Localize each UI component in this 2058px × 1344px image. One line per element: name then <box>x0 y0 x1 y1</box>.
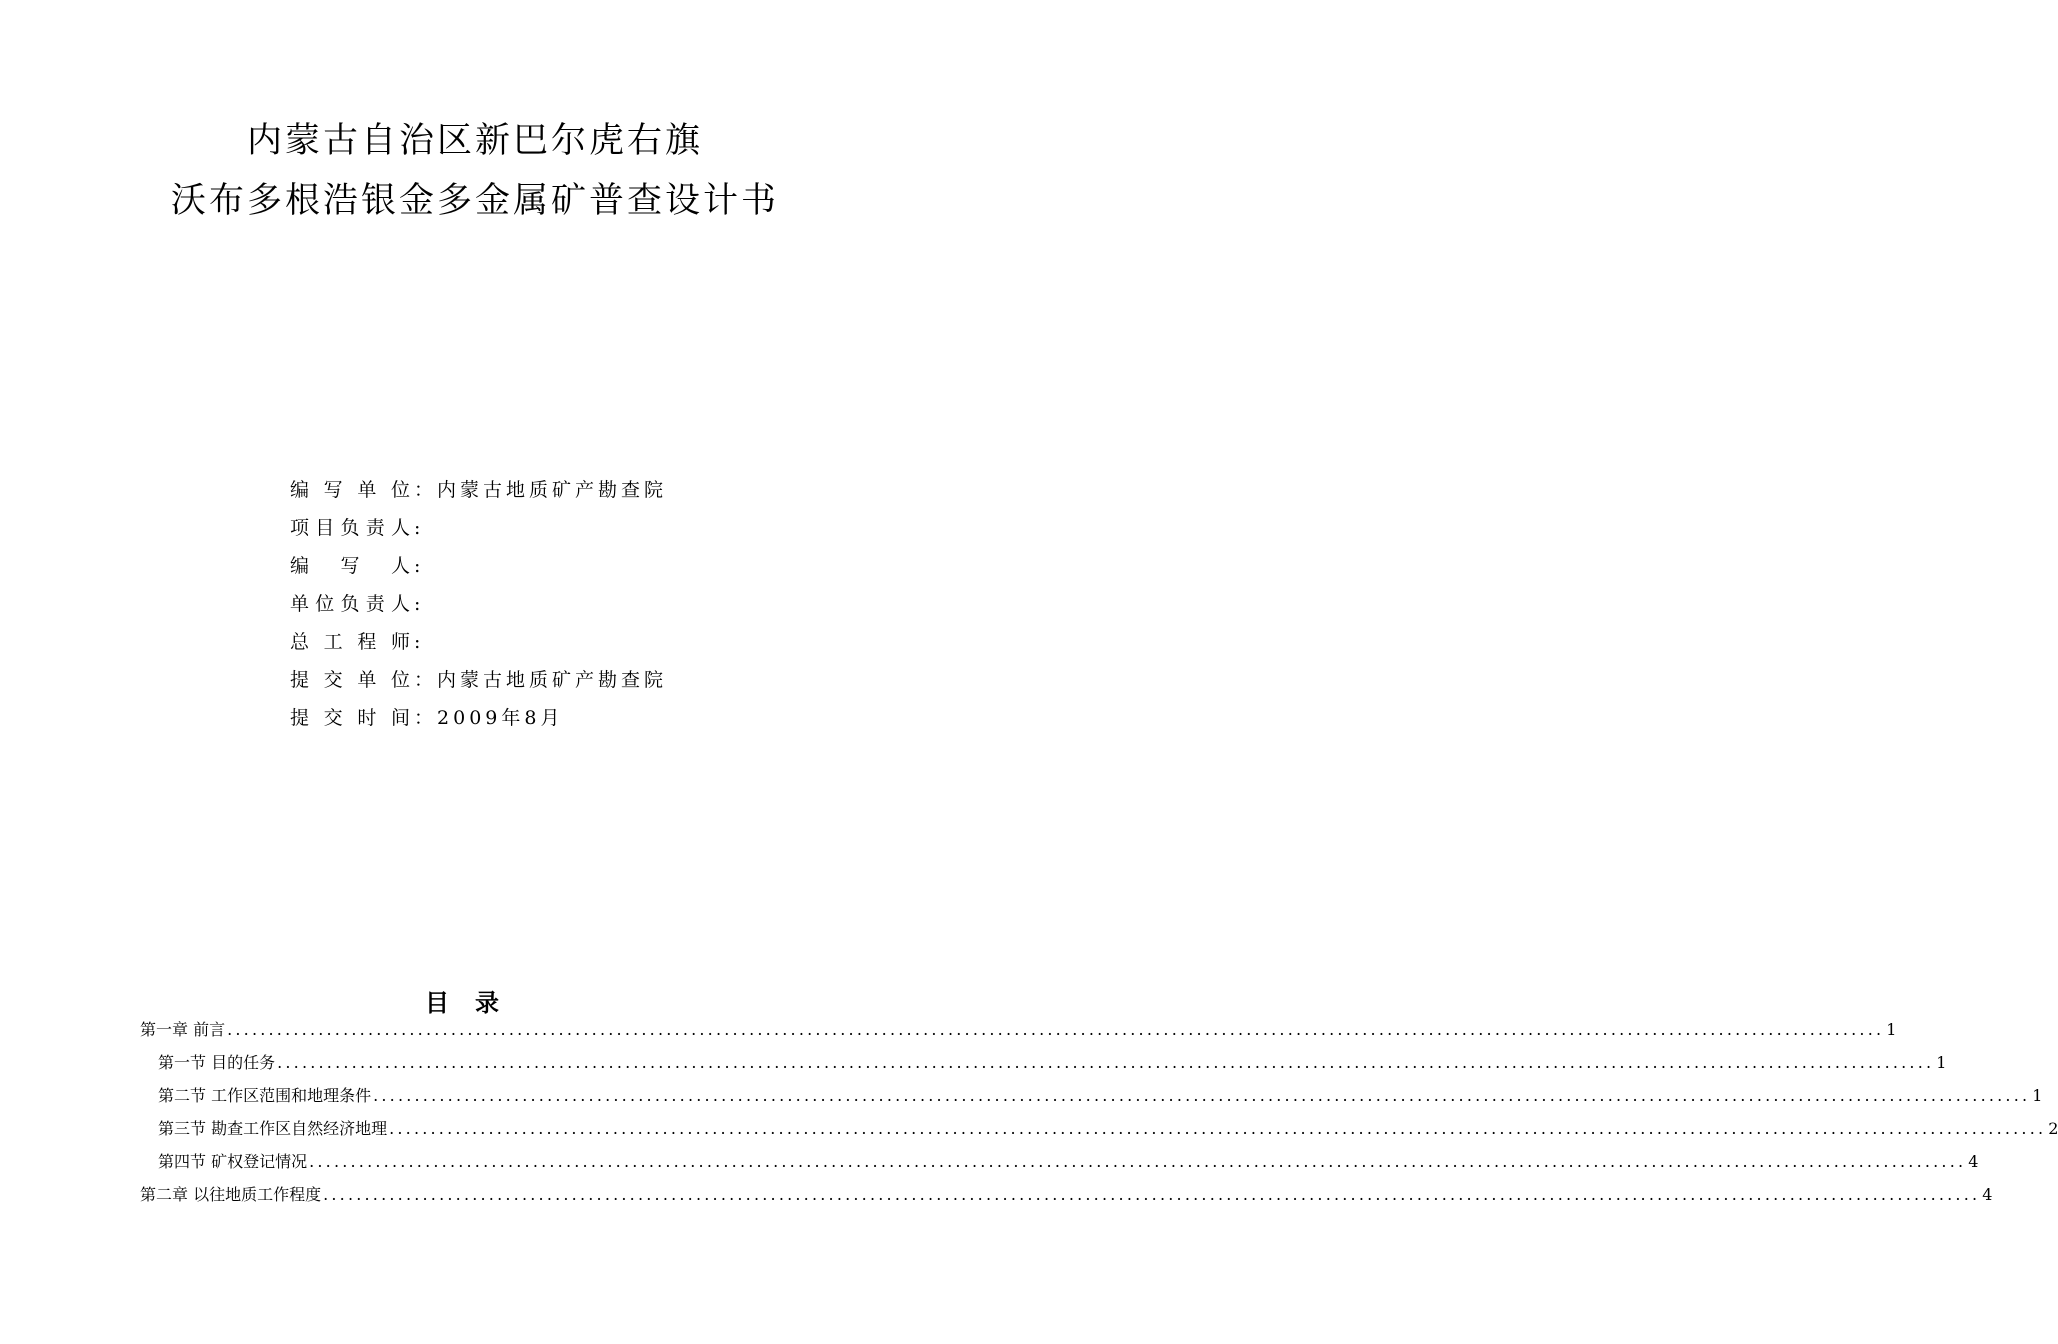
toc-entry[interactable] <box>140 1050 1947 1083</box>
info-label: 编 写 人 <box>290 555 414 577</box>
toc-entry-label: 第二节 工作区范围和地理条件 <box>158 1086 372 1105</box>
info-value: 内蒙古地质矿产勘查院 <box>437 479 668 501</box>
toc-entry-page: 1 <box>1936 1053 1947 1072</box>
toc-leader-dots: ........................................................................................................................................................................................................ <box>309 1152 1967 1171</box>
info-label: 提交时间 <box>290 707 414 729</box>
toc-entry-label: 第一节 目的任务 <box>158 1053 276 1072</box>
toc-entry-label: 第一章 前言 <box>140 1020 226 1039</box>
info-label: 项目负责人 <box>290 517 414 539</box>
info-separator: ： <box>414 479 438 501</box>
toc-entry-page: 4 <box>1968 1152 1979 1171</box>
info-value: 2009年8月 <box>437 707 564 729</box>
info-row-submission-date <box>290 704 667 742</box>
toc-entry-page: 2 <box>2048 1119 2058 1138</box>
toc-leader-dots: ........................................................................................................................................................................................................ <box>323 1185 1981 1204</box>
toc-entry[interactable] <box>140 1083 2043 1116</box>
info-separator: : <box>414 631 425 653</box>
info-row-unit-head <box>290 590 667 628</box>
toc-entry-label: 第三节 勘查工作区自然经济地理 <box>158 1119 388 1138</box>
toc-entry-page: 4 <box>1982 1185 1993 1204</box>
info-row-project-lead <box>290 514 667 552</box>
document-title-line-1: 内蒙古自治区新巴尔虎右旗 <box>246 121 703 161</box>
info-separator: : <box>414 517 425 539</box>
toc-entry[interactable] <box>140 1116 2058 1149</box>
info-row-author <box>290 552 667 590</box>
document-info-block <box>290 476 667 742</box>
toc-leader-dots: ........................................................................................................................................................................................................ <box>227 1020 1885 1039</box>
toc-heading: 目录 <box>425 989 525 1017</box>
document-title-line-2: 沃布多根浩银金多金属矿普查设计书 <box>170 181 779 221</box>
info-row-compiling-unit <box>290 476 667 514</box>
info-label: 总工程师 <box>290 631 414 653</box>
toc-leader-dots: ........................................................................................................................................................................................................ <box>389 1119 2047 1138</box>
info-value: 内蒙古地质矿产勘查院 <box>437 669 668 691</box>
toc-entry-label: 第四节 矿权登记情况 <box>158 1152 308 1171</box>
toc-entry[interactable] <box>140 1149 1979 1182</box>
toc-entry[interactable] <box>140 1182 1993 1215</box>
toc-entry-label: 第二章 以往地质工作程度 <box>140 1185 322 1204</box>
info-label: 提交单位 <box>290 669 414 691</box>
info-row-submitting-unit <box>290 666 667 704</box>
info-row-chief-engineer <box>290 628 667 666</box>
info-label: 编写单位 <box>290 479 414 501</box>
info-separator: : <box>414 555 425 577</box>
toc-entry[interactable] <box>140 1017 1897 1050</box>
toc-leader-dots: ........................................................................................................................................................................................................ <box>373 1086 2031 1105</box>
info-separator: ： <box>414 707 438 729</box>
table-of-contents <box>140 1017 2058 1215</box>
info-separator: ： <box>414 669 438 691</box>
toc-entry-page: 1 <box>1886 1020 1897 1039</box>
toc-entry-page: 1 <box>2032 1086 2043 1105</box>
toc-leader-dots: ........................................................................................................................................................................................................ <box>277 1053 1935 1072</box>
info-label: 单位负责人 <box>290 593 414 615</box>
info-separator: : <box>414 593 425 615</box>
